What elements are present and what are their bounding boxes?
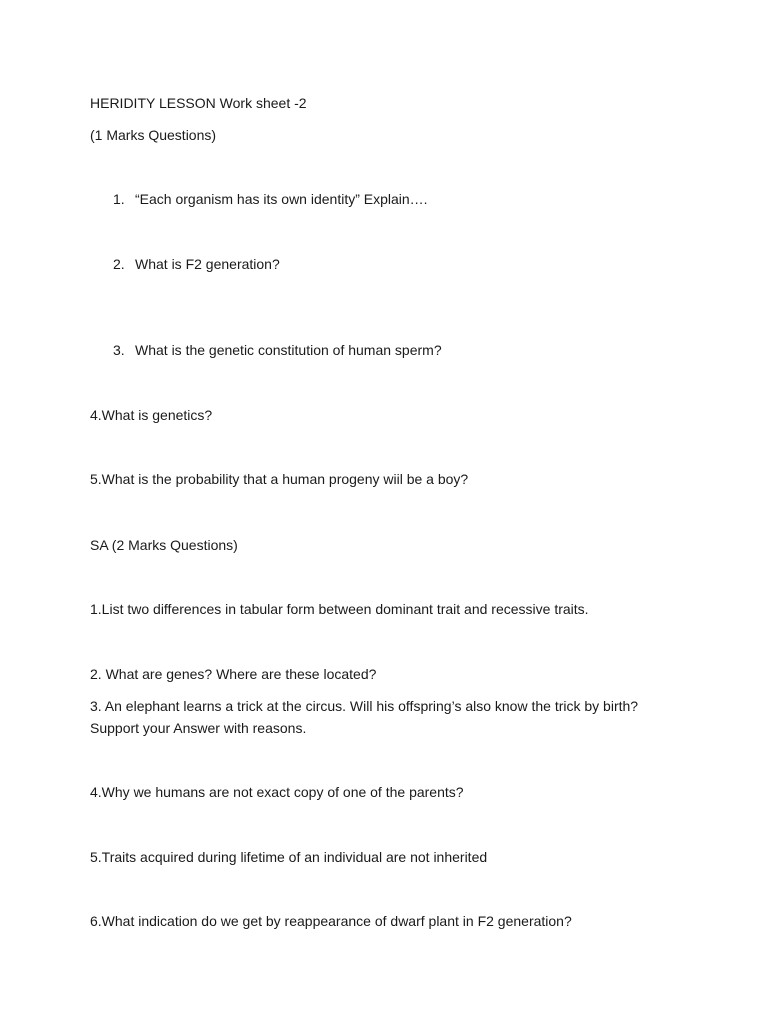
question-item: 6.What indication do we get by reappearance of dwarf plant in F2 generation? <box>90 913 572 929</box>
section-heading-1-marks: (1 Marks Questions) <box>90 127 217 143</box>
worksheet-title: HERIDITY LESSON Work sheet -2 <box>90 95 307 111</box>
question-number: 1. <box>113 191 125 207</box>
question-item <box>113 339 442 361</box>
question-item: 5.Traits acquired during lifetime of an individual are not inherited <box>90 849 488 865</box>
question-item: 4.What is genetics? <box>90 407 213 423</box>
question-item <box>113 188 428 210</box>
question-item: 1.List two differences in tabular form between dominant trait and recessive traits. <box>90 601 589 617</box>
question-number: 3. <box>113 342 125 358</box>
question-item: 5.What is the probability that a human progeny wiil be a boy? <box>90 471 469 487</box>
section-heading-2-marks: SA (2 Marks Questions) <box>90 537 238 553</box>
question-item: 3. An elephant learns a trick at the circus. Will his offspring’s also know the trick by birth? Support your Answer with reasons. <box>90 698 639 736</box>
question-text: “Each organism has its own identity” Explain…. <box>135 191 428 207</box>
question-number: 2. <box>113 256 125 272</box>
question-item <box>113 253 280 275</box>
question-item: 2. What are genes? Where are these located? <box>90 666 377 682</box>
question-text: What is F2 generation? <box>135 256 280 272</box>
question-text: What is the genetic constitution of human sperm? <box>135 342 442 358</box>
question-item: 4.Why we humans are not exact copy of one of the parents? <box>90 784 464 800</box>
